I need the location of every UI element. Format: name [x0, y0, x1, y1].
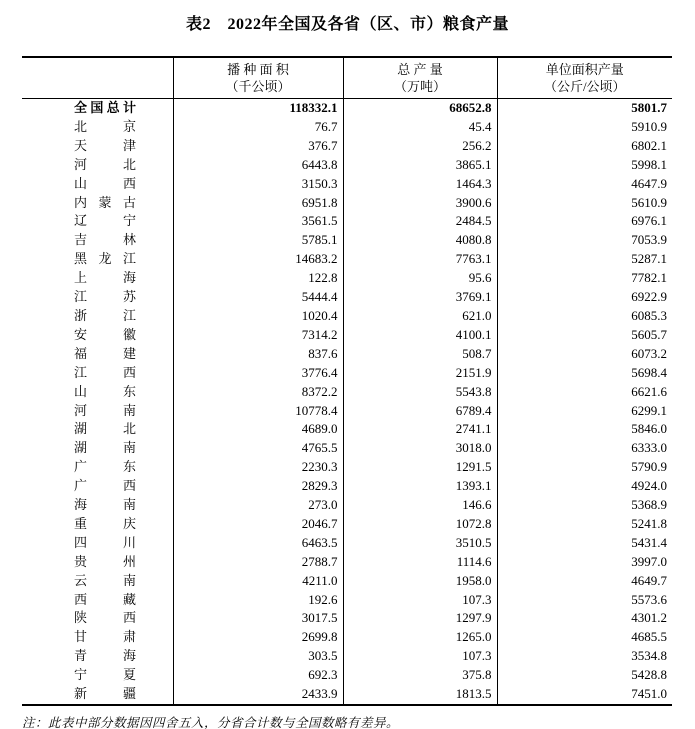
region-cell: [22, 647, 173, 666]
region-name: 福建: [74, 345, 136, 361]
sown-area-cell: 122.8: [173, 269, 343, 288]
table-row: [22, 345, 672, 364]
region-cell: [22, 553, 173, 572]
total-output-cell: 3018.0: [343, 439, 497, 458]
table-row: [22, 212, 672, 231]
yield-cell: 5846.0: [631, 421, 667, 437]
total-output-cell: 95.6: [343, 269, 497, 288]
table-row: [22, 515, 672, 534]
table-row: [22, 288, 672, 307]
region-cell: [22, 609, 173, 628]
region-cell: [22, 477, 173, 496]
total-output-cell: 621.0: [343, 307, 497, 326]
yield-cell: 5698.4: [631, 364, 667, 380]
sown-area-cell: 6463.5: [173, 534, 343, 553]
region-name: 宁夏: [74, 667, 136, 683]
sown-area-cell: 118332.1: [173, 99, 343, 118]
region-cell: [22, 383, 173, 402]
total-output-cell: 1464.3: [343, 175, 497, 194]
sown-area-cell: 3150.3: [173, 175, 343, 194]
table-row: [22, 137, 672, 156]
region-name: 西藏: [74, 591, 136, 607]
region-name: 海南: [74, 497, 136, 513]
region-cell: [22, 326, 173, 345]
region-cell: [22, 685, 173, 705]
yield-cell: 4924.0: [631, 478, 667, 494]
total-output-cell: 256.2: [343, 137, 497, 156]
region-name: 河南: [74, 402, 136, 418]
table-row: [22, 685, 672, 705]
region-cell: [22, 156, 173, 175]
yield-cell: 5573.6: [631, 591, 667, 607]
sown-area-cell: 5444.4: [173, 288, 343, 307]
table-row: [22, 477, 672, 496]
sown-area-cell: 76.7: [173, 118, 343, 137]
sown-area-cell: 6951.8: [173, 194, 343, 213]
total-output-cell: 1813.5: [343, 685, 497, 705]
yield-cell: 5368.9: [631, 497, 667, 513]
table-row: [22, 609, 672, 628]
sown-area-cell: 303.5: [173, 647, 343, 666]
total-output-cell: 107.3: [343, 591, 497, 610]
yield-cell: 6922.9: [631, 289, 667, 305]
header-sown-area-title: 播 种 面 积: [227, 62, 289, 77]
region-name: 湖南: [74, 440, 136, 456]
table-row: [22, 118, 672, 137]
total-output-cell: 1958.0: [343, 572, 497, 591]
region-name: 甘肃: [74, 629, 136, 645]
region-cell: [22, 402, 173, 421]
yield-cell: 5610.9: [631, 194, 667, 210]
region-cell: [22, 534, 173, 553]
footnote: 注：此表中部分数据因四舍五入，分省合计数与全国数略有差异。: [22, 716, 400, 729]
yield-cell: 5801.7: [631, 100, 667, 115]
total-output-cell: 107.3: [343, 647, 497, 666]
yield-cell: 5431.4: [631, 534, 667, 550]
total-output-cell: 1297.9: [343, 609, 497, 628]
table-row: [22, 628, 672, 647]
sown-area-cell: 5785.1: [173, 231, 343, 250]
sown-area-cell: 2046.7: [173, 515, 343, 534]
yield-cell: 5241.8: [631, 515, 667, 531]
header-row: [22, 57, 672, 99]
region-name: 新疆: [74, 686, 136, 702]
region-name: 湖北: [74, 421, 136, 437]
total-output-cell: 1114.6: [343, 553, 497, 572]
yield-cell: 4647.9: [631, 175, 667, 191]
region-name: 山西: [74, 175, 136, 191]
table-row: [22, 364, 672, 383]
yield-cell: 5605.7: [631, 326, 667, 342]
region-cell: [22, 137, 173, 156]
total-output-cell: 7763.1: [343, 250, 497, 269]
yield-cell: 3997.0: [631, 553, 667, 569]
region-name: 重庆: [74, 515, 136, 531]
total-output-cell: 3900.6: [343, 194, 497, 213]
yield-cell: 6073.2: [631, 345, 667, 361]
table-row: [22, 269, 672, 288]
total-output-cell: 5543.8: [343, 383, 497, 402]
table-row: [22, 534, 672, 553]
total-output-cell: 4100.1: [343, 326, 497, 345]
sown-area-cell: 4765.5: [173, 439, 343, 458]
yield-cell: 7053.9: [631, 232, 667, 248]
header-total-output-unit: （万吨）: [393, 79, 446, 94]
sown-area-cell: 8372.2: [173, 383, 343, 402]
region-name: 安徽: [74, 326, 136, 342]
yield-cell: 6085.3: [631, 307, 667, 323]
yield-cell: 5287.1: [631, 251, 667, 267]
table-row: [22, 250, 672, 269]
total-output-cell: 146.6: [343, 496, 497, 515]
region-cell: [22, 307, 173, 326]
region-name: 云南: [74, 572, 136, 588]
region-cell: [22, 496, 173, 515]
total-output-cell: 1265.0: [343, 628, 497, 647]
sown-area-cell: 2230.3: [173, 458, 343, 477]
region-cell: [22, 269, 173, 288]
yield-cell: 7782.1: [631, 270, 667, 286]
sown-area-cell: 3017.5: [173, 609, 343, 628]
region-name: 江苏: [74, 289, 136, 305]
region-name: 天津: [74, 137, 136, 153]
region-name: 青海: [74, 648, 136, 664]
region-cell: [22, 175, 173, 194]
region-cell: [22, 591, 173, 610]
sown-area-cell: 2788.7: [173, 553, 343, 572]
total-output-cell: 4080.8: [343, 231, 497, 250]
table-title: 表2 2022年全国及各省（区、市）粮食产量: [185, 16, 509, 33]
grain-production-table: [22, 56, 672, 706]
header-sown-area-unit: （千公顷）: [225, 79, 291, 94]
region-cell: [22, 288, 173, 307]
sown-area-cell: 3776.4: [173, 364, 343, 383]
table-row: [22, 572, 672, 591]
table-row: [22, 458, 672, 477]
header-region-blank: [22, 57, 173, 99]
sown-area-cell: 4689.0: [173, 420, 343, 439]
total-output-cell: 2151.9: [343, 364, 497, 383]
region-cell: [22, 628, 173, 647]
yield-cell: 4301.2: [631, 610, 667, 626]
region-name: 辽宁: [74, 213, 136, 229]
table-body: [22, 99, 672, 706]
region-cell: [22, 231, 173, 250]
region-name: 陕西: [74, 610, 136, 626]
table-row: [22, 402, 672, 421]
yield-cell: 4685.5: [631, 629, 667, 645]
total-output-cell: 45.4: [343, 118, 497, 137]
sown-area-cell: 10778.4: [173, 402, 343, 421]
region-cell: [22, 572, 173, 591]
region-cell: [22, 364, 173, 383]
sown-area-cell: 6443.8: [173, 156, 343, 175]
region-cell: [22, 420, 173, 439]
header-yield: [497, 57, 672, 99]
region-name: 广西: [74, 478, 136, 494]
yield-cell: 5998.1: [631, 156, 667, 172]
region-name: 黑龙江: [74, 251, 136, 267]
total-output-cell: 6789.4: [343, 402, 497, 421]
region-name: 河北: [74, 156, 136, 172]
table-row: [22, 175, 672, 194]
region-cell: [22, 439, 173, 458]
sown-area-cell: 837.6: [173, 345, 343, 364]
region-name: 上海: [74, 270, 136, 286]
region-name: 江西: [74, 364, 136, 380]
yield-cell: 6299.1: [631, 402, 667, 418]
region-cell: [22, 666, 173, 685]
total-output-cell: 3510.5: [343, 534, 497, 553]
region-cell: [22, 194, 173, 213]
table-row: [22, 307, 672, 326]
yield-cell: 6621.6: [631, 383, 667, 399]
total-output-cell: 508.7: [343, 345, 497, 364]
region-cell: [22, 515, 173, 534]
sown-area-cell: 376.7: [173, 137, 343, 156]
sown-area-cell: 2433.9: [173, 685, 343, 705]
yield-cell: 7451.0: [631, 686, 667, 702]
sown-area-cell: 2699.8: [173, 628, 343, 647]
sown-area-cell: 7314.2: [173, 326, 343, 345]
total-output-cell: 1072.8: [343, 515, 497, 534]
header-total-output-title: 总 产 量: [397, 62, 443, 77]
table-row: [22, 496, 672, 515]
total-output-cell: 2484.5: [343, 212, 497, 231]
total-output-cell: 375.8: [343, 666, 497, 685]
sown-area-cell: 2829.3: [173, 477, 343, 496]
region-name: 浙江: [74, 307, 136, 323]
table-row: [22, 666, 672, 685]
region-name: 北京: [74, 118, 136, 134]
region-name: 内蒙古: [74, 194, 136, 210]
sown-area-cell: 1020.4: [173, 307, 343, 326]
header-yield-unit: （公斤/公顷）: [543, 79, 626, 94]
region-cell: [22, 250, 173, 269]
sown-area-cell: 3561.5: [173, 212, 343, 231]
yield-cell: 5910.9: [631, 118, 667, 134]
sown-area-cell: 4211.0: [173, 572, 343, 591]
yield-cell: 3534.8: [631, 648, 667, 664]
region-name: 四川: [74, 534, 136, 550]
header-sown-area: [173, 57, 343, 99]
total-output-cell: 3865.1: [343, 156, 497, 175]
yield-cell: 6802.1: [631, 137, 667, 153]
table-row: [22, 383, 672, 402]
yield-cell: 4649.7: [631, 572, 667, 588]
sown-area-cell: 273.0: [173, 496, 343, 515]
yield-cell: 5790.9: [631, 459, 667, 475]
table-row: [22, 647, 672, 666]
region-name: 山东: [74, 383, 136, 399]
table-row: [22, 420, 672, 439]
region-cell: [22, 99, 173, 118]
table-row: [22, 99, 672, 118]
table-row: [22, 326, 672, 345]
header-total-output: [343, 57, 497, 99]
total-output-cell: 68652.8: [343, 99, 497, 118]
yield-cell: 5428.8: [631, 667, 667, 683]
region-cell: [22, 212, 173, 231]
table-row: [22, 439, 672, 458]
total-output-cell: 1291.5: [343, 458, 497, 477]
region-cell: [22, 458, 173, 477]
total-output-cell: 2741.1: [343, 420, 497, 439]
header-yield-title: 单位面积产量: [545, 62, 624, 77]
yield-cell: 6976.1: [631, 213, 667, 229]
region-name: 贵州: [74, 553, 136, 569]
sown-area-cell: 192.6: [173, 591, 343, 610]
region-name: 广东: [74, 459, 136, 475]
table-row: [22, 194, 672, 213]
table-row: [22, 156, 672, 175]
total-output-cell: 1393.1: [343, 477, 497, 496]
total-output-cell: 3769.1: [343, 288, 497, 307]
table-row: [22, 231, 672, 250]
table-row: [22, 591, 672, 610]
sown-area-cell: 14683.2: [173, 250, 343, 269]
region-name: 吉林: [74, 232, 136, 248]
region-cell: [22, 118, 173, 137]
region-cell: [22, 345, 173, 364]
yield-cell: 6333.0: [631, 440, 667, 456]
sown-area-cell: 692.3: [173, 666, 343, 685]
region-name: 全国总计: [74, 100, 136, 115]
table-row: [22, 553, 672, 572]
